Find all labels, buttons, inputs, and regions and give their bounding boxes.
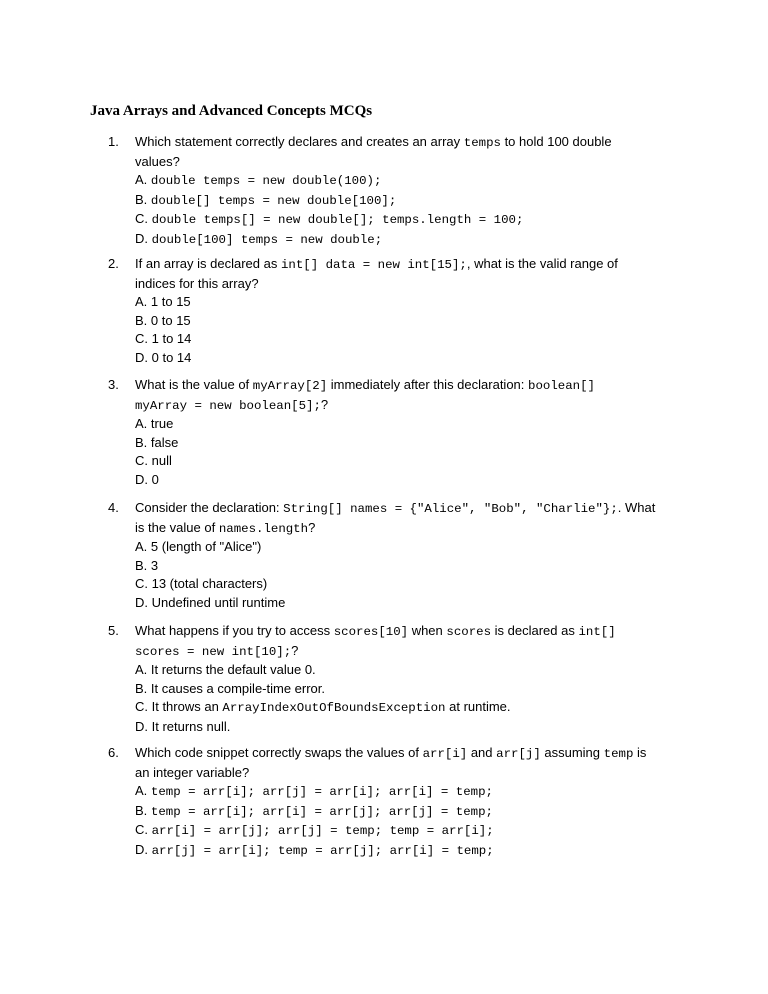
text-segment: an integer variable? — [135, 764, 250, 780]
answer-option — [135, 191, 688, 211]
code-snippet: temp = arr[i]; arr[i] = arr[j]; arr[j] = temp; — [150, 804, 493, 819]
question-4 — [108, 499, 688, 613]
text-segment: B. false — [135, 434, 179, 450]
question-body — [135, 499, 688, 613]
code-snippet: myArray = new boolean[5]; — [135, 398, 321, 413]
text-segment: at runtime. — [445, 699, 511, 715]
code-snippet: double temps[] = new double[]; temps.length = 100; — [151, 213, 524, 228]
code-snippet: arr[j] — [496, 747, 541, 761]
question-body — [135, 376, 688, 490]
text-segment: ? — [320, 396, 329, 412]
code-snippet: ArrayIndexOutOfBoundsException — [222, 701, 446, 716]
answer-option — [135, 471, 688, 490]
question-stem-line — [135, 744, 688, 764]
answer-option — [135, 680, 688, 699]
question-stem-line — [135, 499, 688, 519]
code-snippet: temp = arr[i]; arr[j] = arr[i]; arr[i] = temp; — [150, 785, 493, 800]
question-number: 6. — [108, 745, 119, 760]
text-segment: is declared as — [491, 623, 579, 638]
text-segment: A. 1 to 15 — [135, 294, 191, 310]
question-stem-line — [135, 519, 688, 539]
answer-option — [135, 782, 688, 802]
answer-option — [135, 698, 688, 718]
code-snippet: int[] — [578, 625, 616, 639]
question-stem-line — [135, 764, 688, 783]
text-segment: A. 5 (length of "Alice") — [135, 539, 262, 555]
code-snippet: int[] data = new int[15]; — [280, 258, 467, 272]
answer-option — [135, 415, 688, 434]
question-number: 1. — [108, 134, 119, 149]
code-snippet: double temps = new double(100); — [150, 174, 382, 189]
text-segment: C. It throws an — [135, 699, 223, 715]
code-snippet: myArray[2] — [252, 379, 328, 393]
text-segment: is — [633, 745, 647, 760]
text-segment: Which code snippet correctly swaps the values of — [135, 745, 423, 760]
answer-option — [135, 594, 688, 613]
question-stem-line — [135, 133, 688, 153]
answer-option — [135, 821, 688, 841]
question-stem-line — [135, 153, 688, 172]
code-snippet: scores — [446, 625, 492, 639]
code-snippet: temp — [603, 747, 634, 761]
question-number: 4. — [108, 500, 119, 515]
text-segment: D. 0 — [135, 471, 159, 487]
answer-option — [135, 557, 688, 576]
text-segment: C. — [135, 822, 152, 838]
answer-option — [135, 349, 688, 368]
text-segment: values? — [135, 153, 180, 169]
text-segment: Which statement correctly declares and creates an array — [135, 134, 464, 149]
code-snippet: scores[10] — [333, 625, 409, 639]
text-segment: . What — [617, 500, 656, 515]
answer-option — [135, 452, 688, 471]
code-snippet: arr[i] — [422, 747, 468, 761]
answer-option — [135, 293, 688, 312]
text-segment: C. 13 (total characters) — [135, 576, 268, 592]
question-stem-line — [135, 376, 688, 396]
text-segment: What happens if you try to access — [135, 623, 334, 638]
question-body — [135, 622, 688, 737]
text-segment: D. — [135, 841, 152, 857]
code-snippet: names.length — [218, 521, 309, 536]
answer-option — [135, 575, 688, 594]
text-segment: D. 0 to 14 — [135, 349, 192, 365]
answer-option — [135, 230, 688, 250]
code-snippet: temps — [463, 136, 501, 150]
text-segment: ? — [308, 519, 316, 535]
answer-option — [135, 330, 688, 349]
text-segment: D. — [135, 230, 152, 246]
text-segment: A. true — [135, 416, 174, 432]
question-stem-line — [135, 275, 688, 294]
text-segment: A. — [135, 172, 151, 188]
question-2 — [108, 255, 688, 368]
question-5 — [108, 622, 688, 737]
code-snippet: double[] temps = new double[100]; — [150, 193, 397, 208]
text-segment: , what is the valid range of — [466, 256, 618, 271]
code-snippet: scores = new int[10]; — [135, 644, 292, 659]
text-segment: immediately after this declaration: — [327, 377, 529, 392]
question-number: 3. — [108, 377, 119, 392]
question-stem-line — [135, 255, 688, 275]
code-snippet: double[100] temps = new double; — [151, 232, 383, 247]
code-snippet: arr[j] = arr[i]; temp = arr[j]; arr[i] = temp; — [151, 843, 494, 858]
answer-option — [135, 802, 688, 822]
text-segment: to hold 100 double — [500, 134, 612, 149]
text-segment: B. — [135, 802, 151, 818]
text-segment: when — [408, 623, 447, 638]
text-segment: B. 0 to 15 — [135, 312, 191, 328]
text-segment: C. — [135, 211, 152, 227]
text-segment: C. null — [135, 453, 172, 469]
text-segment: C. 1 to 14 — [135, 331, 192, 347]
code-snippet: String[] names = {"Alice", "Bob", "Charlie"}; — [283, 502, 618, 516]
document-title: Java Arrays and Advanced Concepts MCQs — [90, 103, 373, 119]
question-1 — [108, 133, 688, 250]
question-stem-line — [135, 396, 688, 416]
text-segment: indices for this array? — [135, 275, 259, 291]
answer-option — [135, 661, 688, 680]
answer-option — [135, 171, 688, 191]
question-6 — [108, 744, 688, 861]
text-segment: ? — [291, 642, 299, 658]
answer-option — [135, 841, 688, 861]
text-segment: Consider the declaration: — [135, 500, 284, 515]
answer-option — [135, 538, 688, 557]
question-stem-line — [135, 642, 688, 662]
text-segment: D. Undefined until runtime — [135, 594, 286, 610]
text-segment: B. 3 — [135, 557, 159, 573]
answer-option — [135, 718, 688, 737]
question-body — [135, 255, 688, 368]
text-segment: B. — [135, 191, 151, 207]
question-stem-line — [135, 622, 688, 642]
text-segment: A. It returns the default value 0. — [135, 662, 316, 678]
answer-option — [135, 210, 688, 230]
code-snippet: boolean[] — [528, 379, 595, 393]
text-segment: If an array is declared as — [135, 256, 281, 271]
answer-option — [135, 312, 688, 331]
answer-option — [135, 434, 688, 453]
question-body — [135, 133, 688, 250]
code-snippet: arr[i] = arr[j]; arr[j] = temp; temp = arr[i]; — [151, 824, 494, 839]
question-body — [135, 744, 688, 861]
text-segment: A. — [135, 783, 151, 799]
question-number: 2. — [108, 256, 119, 271]
text-segment: is the value of — [135, 519, 219, 535]
text-segment: D. It returns null. — [135, 718, 231, 734]
question-3 — [108, 376, 688, 490]
text-segment: assuming — [540, 745, 604, 760]
question-number: 5. — [108, 623, 119, 638]
text-segment: What is the value of — [135, 377, 253, 392]
text-segment: B. It causes a compile-time error. — [135, 680, 326, 696]
text-segment: and — [467, 745, 497, 760]
